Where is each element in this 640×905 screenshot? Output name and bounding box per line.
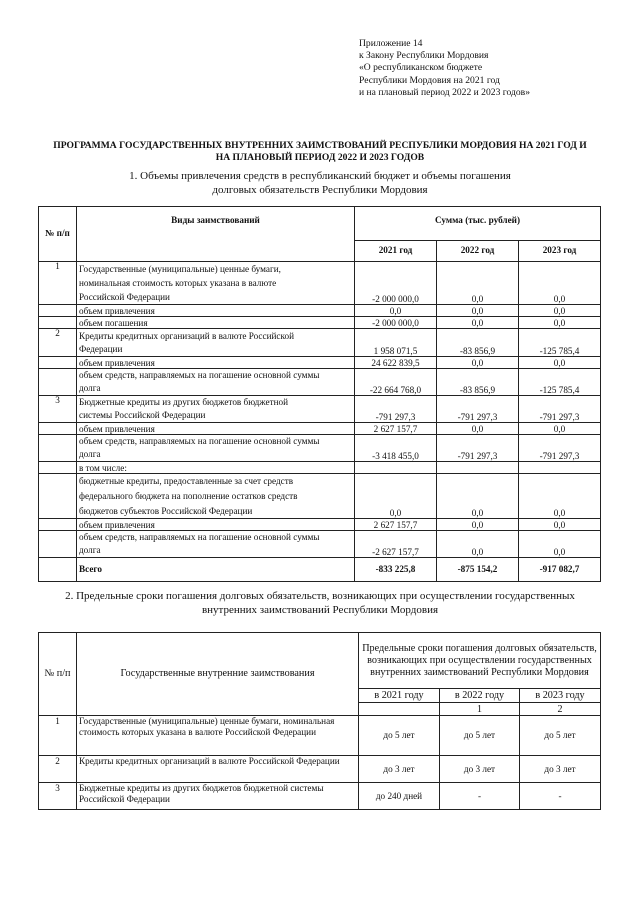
col-index: 1 xyxy=(440,703,520,716)
repayment-terms-table xyxy=(38,632,601,810)
row-num: 1 xyxy=(39,262,77,305)
appendix-line: и на плановый период 2022 и 2023 годов» xyxy=(359,86,530,98)
page-title xyxy=(30,140,610,164)
row-num xyxy=(39,531,77,558)
value-2022: 0,0 xyxy=(437,423,519,435)
label-line: долга xyxy=(79,545,101,555)
term-2021: до 3 лет xyxy=(359,756,440,783)
row-label: объем привлечения xyxy=(77,305,355,317)
row-num xyxy=(39,435,77,462)
value-2021: 1 958 071,5 xyxy=(355,329,437,357)
value-2021: -2 000 000,0 xyxy=(355,262,437,305)
col-index: 2 xyxy=(520,703,601,716)
table-row xyxy=(39,462,601,474)
header-type: Государственные внутренние заимствования xyxy=(77,633,359,716)
label-line: системы Российской Федерации xyxy=(79,410,206,420)
row-label xyxy=(77,329,355,357)
col-index xyxy=(359,703,440,716)
section-1-heading xyxy=(40,170,600,197)
total-2022: -875 154,2 xyxy=(437,558,519,582)
term-2022: - xyxy=(440,783,520,810)
value-2023: -125 785,4 xyxy=(519,369,601,396)
table-row xyxy=(39,474,601,519)
row-num xyxy=(39,474,77,519)
row-label xyxy=(77,369,355,396)
table-row xyxy=(39,357,601,369)
value-2022: -791 297,3 xyxy=(437,396,519,423)
row-label: объем погашения xyxy=(77,317,355,329)
section-2-line-2: внутренних заимствований Республики Мордовия xyxy=(201,603,439,616)
term-2022: до 3 лет xyxy=(440,756,520,783)
title-line-1: ПРОГРАММА ГОСУДАРСТВЕННЫХ ВНУТРЕННИХ ЗАИМСТВОВАНИЙ РЕСПУБЛИКИ МОРДОВИЯ НА 2021 ГОД И xyxy=(53,140,587,151)
appendix-line: «О республиканском бюджете xyxy=(359,62,483,74)
value-2021: 2 627 157,7 xyxy=(355,519,437,531)
header-terms: Предельные сроки погашения долговых обязательств, возникающих при осуществлении государственных внутренних заимствований Республики Мордовия xyxy=(359,633,601,689)
value-2023: 0,0 xyxy=(519,531,601,558)
value-2021: 24 622 839,5 xyxy=(355,357,437,369)
row-label: объем привлечения xyxy=(77,423,355,435)
header-num: № п/п xyxy=(39,633,77,716)
table-row xyxy=(39,317,601,329)
value-2023: -125 785,4 xyxy=(519,329,601,357)
value-2021: -2 000 000,0 xyxy=(355,317,437,329)
borrowing-volumes-table xyxy=(38,206,601,582)
value-2021: -22 664 768,0 xyxy=(355,369,437,396)
row-num: 3 xyxy=(39,783,77,810)
value-2023: 0,0 xyxy=(519,423,601,435)
value-2023: 0,0 xyxy=(519,357,601,369)
table-row xyxy=(39,531,601,558)
value-2022: -83 856,9 xyxy=(437,369,519,396)
row-label xyxy=(77,531,355,558)
row-num: 2 xyxy=(39,329,77,357)
table-row xyxy=(39,262,601,305)
value-2023: -791 297,3 xyxy=(519,396,601,423)
table-row xyxy=(39,435,601,462)
row-num xyxy=(39,462,77,474)
empty-cell xyxy=(437,462,519,474)
section-2-line-1: 2. Предельные сроки погашения долговых обязательств, возникающих при осуществлении государственных xyxy=(65,590,575,602)
row-label: объем привлечения xyxy=(77,357,355,369)
label-line: Бюджетные кредиты из других бюджетов бюджетной xyxy=(79,397,289,407)
label-line: долга xyxy=(79,449,101,459)
header-year-2021: в 2021 году xyxy=(359,689,440,703)
value-2022: -83 856,9 xyxy=(437,329,519,357)
row-label xyxy=(77,262,355,305)
table-row xyxy=(39,369,601,396)
label-line: объем средств, направляемых на погашение основной суммы xyxy=(79,370,320,380)
value-2022: 0,0 xyxy=(437,357,519,369)
section-1-line-2: долговых обязательств Республики Мордовия xyxy=(212,183,428,196)
value-2022: 0,0 xyxy=(437,262,519,305)
term-2021: до 5 лет xyxy=(359,716,440,756)
row-num xyxy=(39,357,77,369)
value-2023: 0,0 xyxy=(519,519,601,531)
row-num xyxy=(39,317,77,329)
total-2023: -917 082,7 xyxy=(519,558,601,582)
label-line: объем средств, направляемых на погашение основной суммы xyxy=(79,436,320,446)
value-2023: 0,0 xyxy=(519,305,601,317)
table-row xyxy=(39,396,601,423)
table-row xyxy=(39,783,601,810)
row-label: Бюджетные кредиты из других бюджетов бюджетной системы Российской Федерации xyxy=(77,783,359,810)
table-row xyxy=(39,305,601,317)
row-label xyxy=(77,396,355,423)
row-label xyxy=(77,435,355,462)
term-2022: до 5 лет xyxy=(440,716,520,756)
value-2023: 0,0 xyxy=(519,262,601,305)
total-2021: -833 225,8 xyxy=(355,558,437,582)
value-2021: -2 627 157,7 xyxy=(355,531,437,558)
value-2021: 0,0 xyxy=(355,474,437,519)
appendix-note xyxy=(359,38,530,99)
value-2021: -3 418 455,0 xyxy=(355,435,437,462)
appendix-line: Приложение 14 xyxy=(359,38,423,49)
row-num xyxy=(39,558,77,582)
header-year-2023: в 2023 году xyxy=(520,689,601,703)
value-2022: 0,0 xyxy=(437,531,519,558)
total-row xyxy=(39,558,601,582)
title-line-2: НА ПЛАНОВЫЙ ПЕРИОД 2022 И 2023 ГОДОВ xyxy=(215,152,425,163)
table-row xyxy=(39,329,601,357)
value-2022: -791 297,3 xyxy=(437,435,519,462)
row-num: 2 xyxy=(39,756,77,783)
total-label: Всего xyxy=(77,558,355,582)
value-2021: 2 627 157,7 xyxy=(355,423,437,435)
label-line: бюджетные кредиты, предоставленные за счет средств xyxy=(79,476,294,486)
term-2023: - xyxy=(520,783,601,810)
row-num xyxy=(39,423,77,435)
row-num: 1 xyxy=(39,716,77,756)
appendix-line: к Закону Республики Мордовия xyxy=(359,50,489,62)
header-year-2022: в 2022 году xyxy=(440,689,520,703)
value-2022: 0,0 xyxy=(437,474,519,519)
empty-cell xyxy=(355,462,437,474)
term-2023: до 5 лет xyxy=(520,716,601,756)
row-label: объем привлечения xyxy=(77,519,355,531)
label-line: номинальная стоимость которых указана в валюте xyxy=(79,278,277,288)
header-type: Виды заимствований xyxy=(77,207,355,262)
appendix-line: Республики Мордовия на 2021 год xyxy=(359,74,500,86)
label-line: Государственные (муниципальные) ценные бумаги, xyxy=(79,264,281,274)
row-num xyxy=(39,519,77,531)
value-2021: -791 297,3 xyxy=(355,396,437,423)
table-row xyxy=(39,716,601,756)
table-row xyxy=(39,423,601,435)
value-2022: 0,0 xyxy=(437,317,519,329)
section-1-line-1: 1. Объемы привлечения средств в республиканский бюджет и объемы погашения xyxy=(129,170,511,182)
row-label xyxy=(77,474,355,519)
label-line: Российской Федерации xyxy=(79,292,170,302)
row-label: в том числе: xyxy=(77,462,355,474)
label-line: долга xyxy=(79,383,101,393)
value-2023: -791 297,3 xyxy=(519,435,601,462)
value-2021: 0,0 xyxy=(355,305,437,317)
label-line: объем средств, направляемых на погашение основной суммы xyxy=(79,532,320,542)
header-year-2021: 2021 год xyxy=(355,241,437,262)
row-num: 3 xyxy=(39,396,77,423)
term-2021: до 240 дней xyxy=(359,783,440,810)
label-line: федерального бюджета на пополнение остатков средств xyxy=(79,491,298,501)
table-row xyxy=(39,519,601,531)
label-line: Федерации xyxy=(79,344,123,354)
label-line: бюджетов субъектов Российской Федерации xyxy=(79,506,253,516)
value-2023: 0,0 xyxy=(519,317,601,329)
table-row xyxy=(39,756,601,783)
section-2-heading xyxy=(20,590,620,617)
value-2022: 0,0 xyxy=(437,519,519,531)
row-label: Кредиты кредитных организаций в валюте Российской Федерации xyxy=(77,756,359,783)
header-year-2022: 2022 год xyxy=(437,241,519,262)
value-2023: 0,0 xyxy=(519,474,601,519)
header-num: № п/п xyxy=(39,207,77,262)
row-num xyxy=(39,305,77,317)
label-line: Кредиты кредитных организаций в валюте Российской xyxy=(79,331,294,341)
empty-cell xyxy=(519,462,601,474)
row-label: Государственные (муниципальные) ценные бумаги, номинальная стоимость которых указана в валюте Российской Федерации xyxy=(77,716,359,756)
row-num xyxy=(39,369,77,396)
term-2023: до 3 лет xyxy=(520,756,601,783)
header-year-2023: 2023 год xyxy=(519,241,601,262)
value-2022: 0,0 xyxy=(437,305,519,317)
header-sum: Сумма (тыс. рублей) xyxy=(355,207,601,241)
